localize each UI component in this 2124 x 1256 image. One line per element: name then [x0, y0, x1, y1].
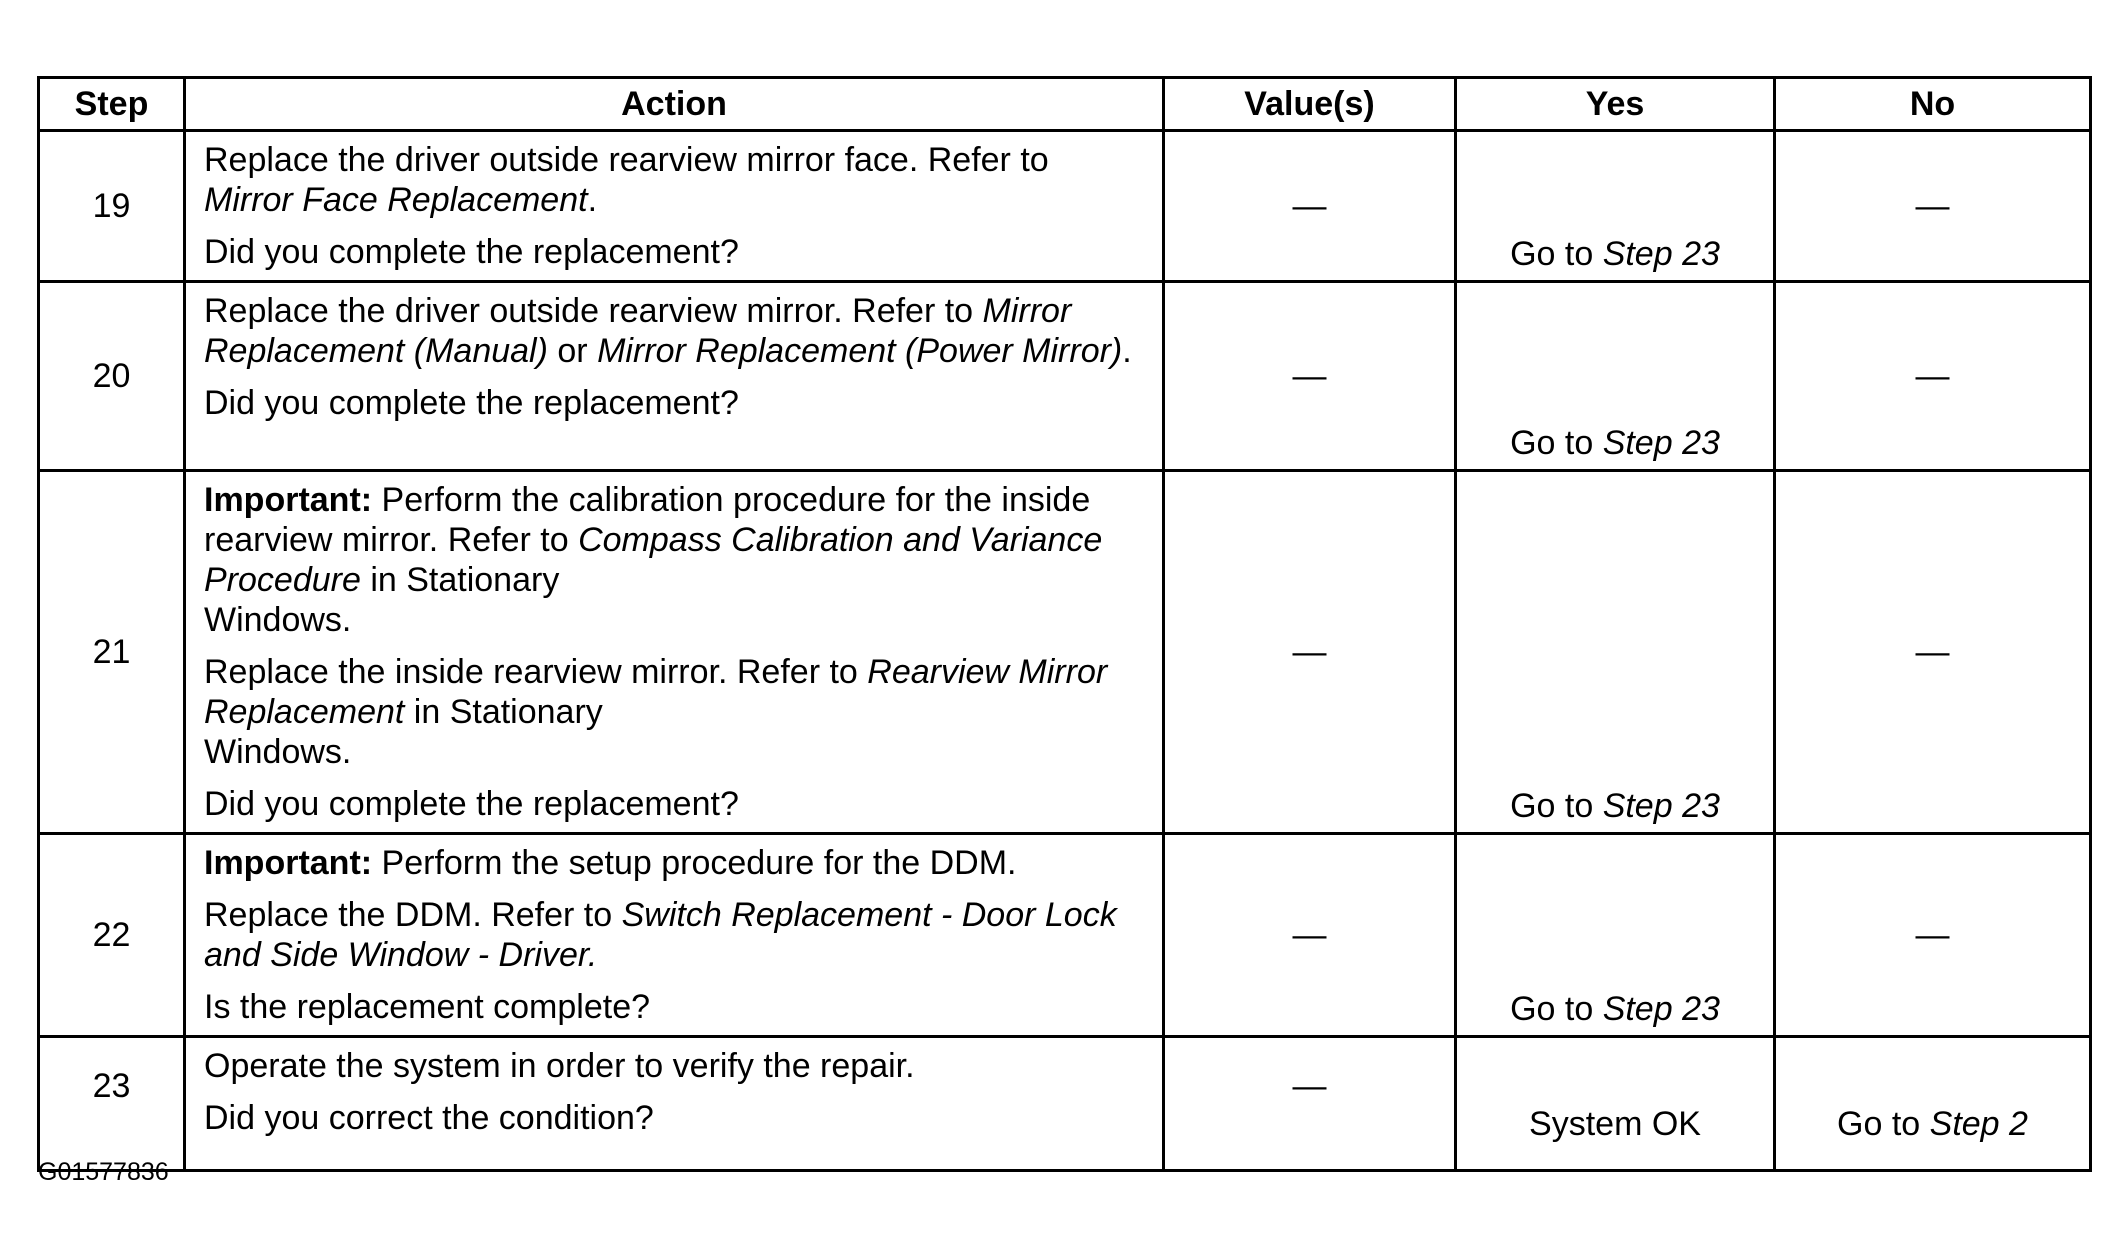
action-text: Replace the driver outside rearview mirror face. Refer to Mirror Face Replacement.	[204, 141, 1049, 219]
yes-cell: Go to Step 23	[1456, 834, 1775, 1037]
important-note: Important: Perform the calibration procedure for the inside rearview mirror. Refer to Compass Calibration and Variance Procedure in Stationary Windows.	[204, 481, 1103, 639]
step-link: Step 23	[1602, 235, 1720, 273]
no-cell: —	[1775, 471, 2091, 834]
diagnostic-steps-table	[37, 76, 2092, 1172]
table-row	[39, 1037, 2091, 1171]
action-question: Did you complete the replacement?	[204, 785, 739, 823]
figure-id: G01577836	[38, 1158, 169, 1186]
action-cell	[185, 282, 1164, 471]
reference-link: Compass Calibration and Variance Procedure	[204, 521, 1103, 599]
step-link: Step 23	[1602, 424, 1720, 462]
important-label: Important:	[204, 844, 373, 882]
value-cell: —	[1164, 471, 1456, 834]
header-step: Step	[39, 78, 185, 131]
action-text: Operate the system in order to verify the repair.	[204, 1047, 915, 1085]
no-cell: Go to Step 2	[1775, 1037, 2091, 1171]
step-number: 20	[39, 282, 185, 471]
step-link: Step 23	[1602, 990, 1720, 1028]
value-cell: —	[1164, 282, 1456, 471]
diagnostic-table-container	[37, 76, 2089, 1172]
header-yes: Yes	[1456, 78, 1775, 131]
table-header-row	[39, 78, 2091, 131]
action-question: Did you complete the replacement?	[204, 384, 739, 422]
no-cell: —	[1775, 282, 2091, 471]
header-no: No	[1775, 78, 2091, 131]
reference-link: Switch Replacement - Door Lock and Side Window - Driver.	[204, 896, 1117, 974]
value-cell: —	[1164, 1037, 1456, 1171]
step-number: 21	[39, 471, 185, 834]
step-number: 23	[39, 1037, 185, 1171]
yes-cell: Go to Step 23	[1456, 131, 1775, 282]
step-link: Step 2	[1929, 1105, 2028, 1143]
no-cell: —	[1775, 131, 2091, 282]
yes-cell: System OK	[1456, 1037, 1775, 1171]
header-action: Action	[185, 78, 1164, 131]
action-cell	[185, 834, 1164, 1037]
action-cell	[185, 1037, 1164, 1171]
reference-link: Mirror Face Replacement	[204, 181, 588, 219]
reference-link: Mirror Replacement (Power Mirror)	[597, 332, 1123, 370]
value-cell: —	[1164, 131, 1456, 282]
table-row	[39, 282, 2091, 471]
action-cell	[185, 471, 1164, 834]
value-cell: —	[1164, 834, 1456, 1037]
reference-link: Mirror Replacement (Manual)	[204, 292, 1072, 370]
table-row	[39, 834, 2091, 1037]
reference-link: Rearview Mirror Replacement	[204, 653, 1108, 731]
step-link: Step 23	[1602, 787, 1720, 825]
no-cell: —	[1775, 834, 2091, 1037]
action-text: Replace the inside rearview mirror. Refer to Rearview Mirror Replacement in Stationary Windows.	[204, 653, 1108, 771]
action-question: Did you correct the condition?	[204, 1099, 654, 1137]
yes-cell: Go to Step 23	[1456, 471, 1775, 834]
table-row	[39, 131, 2091, 282]
header-values: Value(s)	[1164, 78, 1456, 131]
yes-cell: Go to Step 23	[1456, 282, 1775, 471]
important-label: Important:	[204, 481, 373, 519]
step-number: 19	[39, 131, 185, 282]
table-row	[39, 471, 2091, 834]
action-question: Is the replacement complete?	[204, 988, 651, 1026]
action-text: Replace the driver outside rearview mirror. Refer to Mirror Replacement (Manual) or Mirror Replacement (Power Mirror).	[204, 292, 1132, 370]
action-cell	[185, 131, 1164, 282]
action-text: Replace the DDM. Refer to Switch Replacement - Door Lock and Side Window - Driver.	[204, 896, 1117, 974]
important-note: Important: Perform the setup procedure for the DDM.	[204, 844, 1017, 882]
step-number: 22	[39, 834, 185, 1037]
action-question: Did you complete the replacement?	[204, 233, 739, 271]
